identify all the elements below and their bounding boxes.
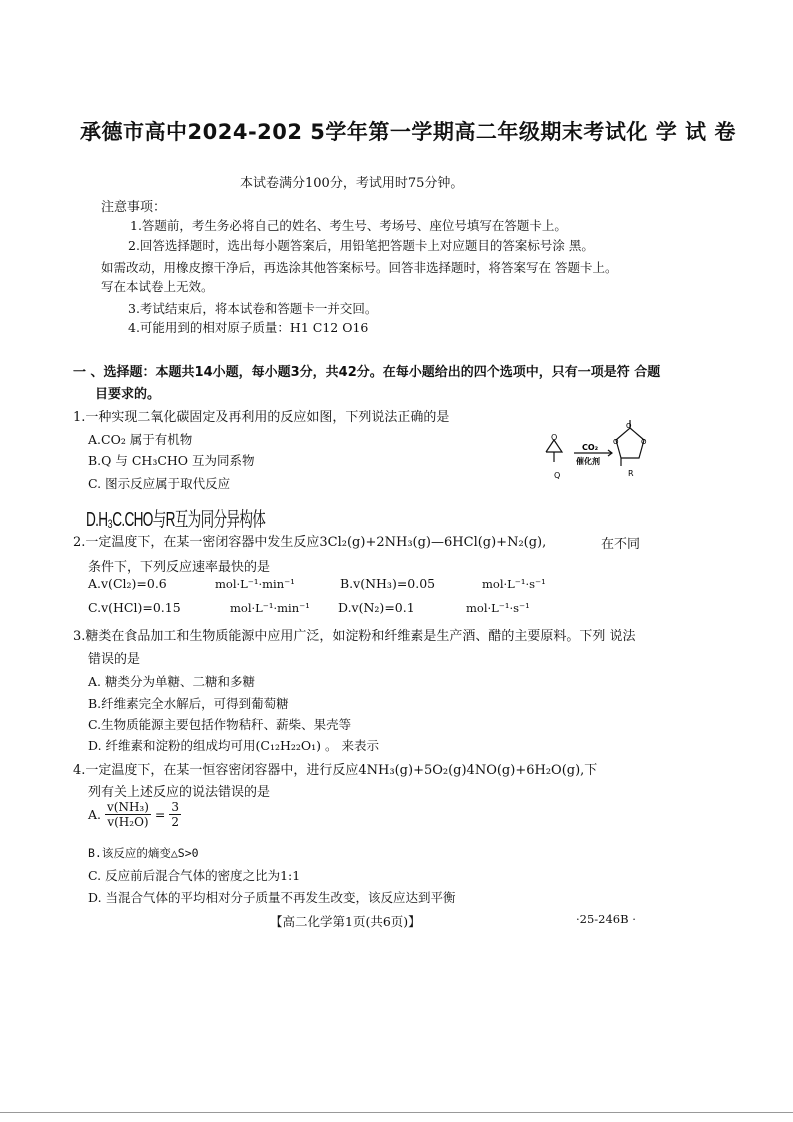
notice-item-2: 2.回答选择题时，选出每小题答案后，用铅笔把答题卡上对应题目的答案标号涂 黑。 [128,238,594,253]
page-title: 承德市高中2024-202 5学年第一学期高二年级期末考试化 学 试 卷 [80,120,736,144]
q3-stem: 3.糖类在食品加工和生物质能源中应用广泛，如淀粉和纤维素是生产酒、醋的主要原料。下列 说法 [73,629,636,644]
ring-o-left: O [613,438,619,446]
q2-stem: 2.一定温度下，在某一密闭容器中发生反应3Cl₂(g)+2NH₃(g)—6HCl(g)+N₂(g), [73,535,547,550]
q3-option-d: D. 纤维素和淀粉的组成均可用(C₁₂H₂₂O₁) 。 来表示 [88,738,379,753]
q1-option-d: D.H₃C.CHO与R互为同分异构体 [86,509,266,531]
q2-option-c-unit: mol·L⁻¹·min⁻¹ [230,601,310,615]
label-r: R [628,469,634,478]
q2-option-b-value: B.v(NH₃)=0.05 [340,576,436,591]
q4-stem: 4.一定温度下，在某一恒容密闭容器中，进行反应4NH₃(g)+5O₂(g)4NO(g)+6H₂O(g),下 [73,763,598,778]
q4-option-b: B.该反应的熵变△S>0 [88,846,199,860]
q2-stem-cont: 条件下，下列反应速率最快的是 [88,560,271,575]
q4-option-a-numerator: v(NH₃) [107,800,149,814]
q4-option-a [88,800,181,829]
q4-stem-cont: 列有关上述反应的说法错误的是 [88,785,271,800]
notice-heading: 注意事项： [101,200,167,215]
notice-item-2-end: 写在本试卷上无效。 [101,279,214,294]
q4-option-a-ratio-den: 2 [171,815,180,829]
q4-option-a-equals: = [154,807,166,822]
q2-stem-tail: 在不同 [601,537,641,552]
notice-item-2-cont: 如需改动，用橡皮擦干净后，再选涂其他答案标号。回答非选择题时，将答案写在 答题卡上。 [101,260,618,275]
q4-option-a-label: A. [88,807,102,822]
q2-option-c-value: C.v(HCl)=0.15 [88,600,181,615]
q4-option-a-ratio-num: 3 [171,800,180,814]
notice-item-1: 1.答题前，考生务必将自己的姓名、考生号、考场号、座位号填写在答题卡上。 [130,218,567,233]
q1-stem: 1.一种实现二氧化碳固定及再利用的反应如图，下列说法正确的是 [73,410,450,425]
label-q: Q [554,471,561,480]
page-number: 【高二化学第1页(共6页)】 [270,914,421,929]
q2-option-d-value: D.v(N₂)=0.1 [338,600,415,615]
exam-info: 本试卷满分100分，考试用时75分钟。 [240,176,464,191]
q2-option-a-value: A.v(Cl₂)=0.6 [88,576,167,591]
carbonyl-o: O [626,422,632,430]
notice-item-3: 3.考试结束后，将本试卷和答题卡一并交回。 [128,301,378,316]
q4-option-c: C. 反应前后混合气体的密度之比为1:1 [88,868,301,883]
q4-option-a-ratio [169,800,181,829]
q4-option-a-denominator: v(H₂O) [107,815,149,829]
q1-option-b: B.Q 与 CH₃CHO 互为同系物 [88,453,255,468]
q1-option-c: C. 图示反应属于取代反应 [88,476,231,491]
reagent-catalyst: 催化剂 [576,457,600,466]
notice-item-4: 4.可能用到的相对原子质量：H1 C12 O16 [128,320,369,335]
ring-o-right: O [641,438,647,446]
q3-option-a: A. 糖类分为单糖、二糖和多糖 [88,674,255,689]
q2-option-a-unit: mol·L⁻¹·min⁻¹ [215,577,295,591]
reagent-co2: CO₂ [582,443,599,452]
section-heading-cont: 目要求的。 [95,387,161,402]
q3-stem-cont: 错误的是 [88,652,141,667]
paper-code: ·25-246B · [576,912,636,926]
page-bottom-line [0,1112,793,1113]
q3-option-b: B.纤维素完全水解后，可得到葡萄糖 [88,696,289,711]
q2-option-b-unit: mol·L⁻¹·s⁻¹ [482,577,546,591]
q4-option-d: D. 当混合气体的平均相对分子质量不再发生改变，该反应达到平衡 [88,890,456,905]
q2-option-d-unit: mol·L⁻¹·s⁻¹ [466,601,530,615]
section-heading: 一 、选择题：本题共14小题，每小题3分，共42分。在每小题给出的四个选项中，只有一项是符 合题 [73,365,661,380]
q4-option-a-fraction [105,800,151,829]
epoxide-o: O [551,433,558,442]
reaction-figure [540,420,665,482]
q3-option-c: C.生物质能源主要包括作物秸秆、薪柴、果壳等 [88,717,352,732]
carbonate-ring [616,428,644,458]
q1-option-a: A.CO₂ 属于有机物 [88,432,193,447]
